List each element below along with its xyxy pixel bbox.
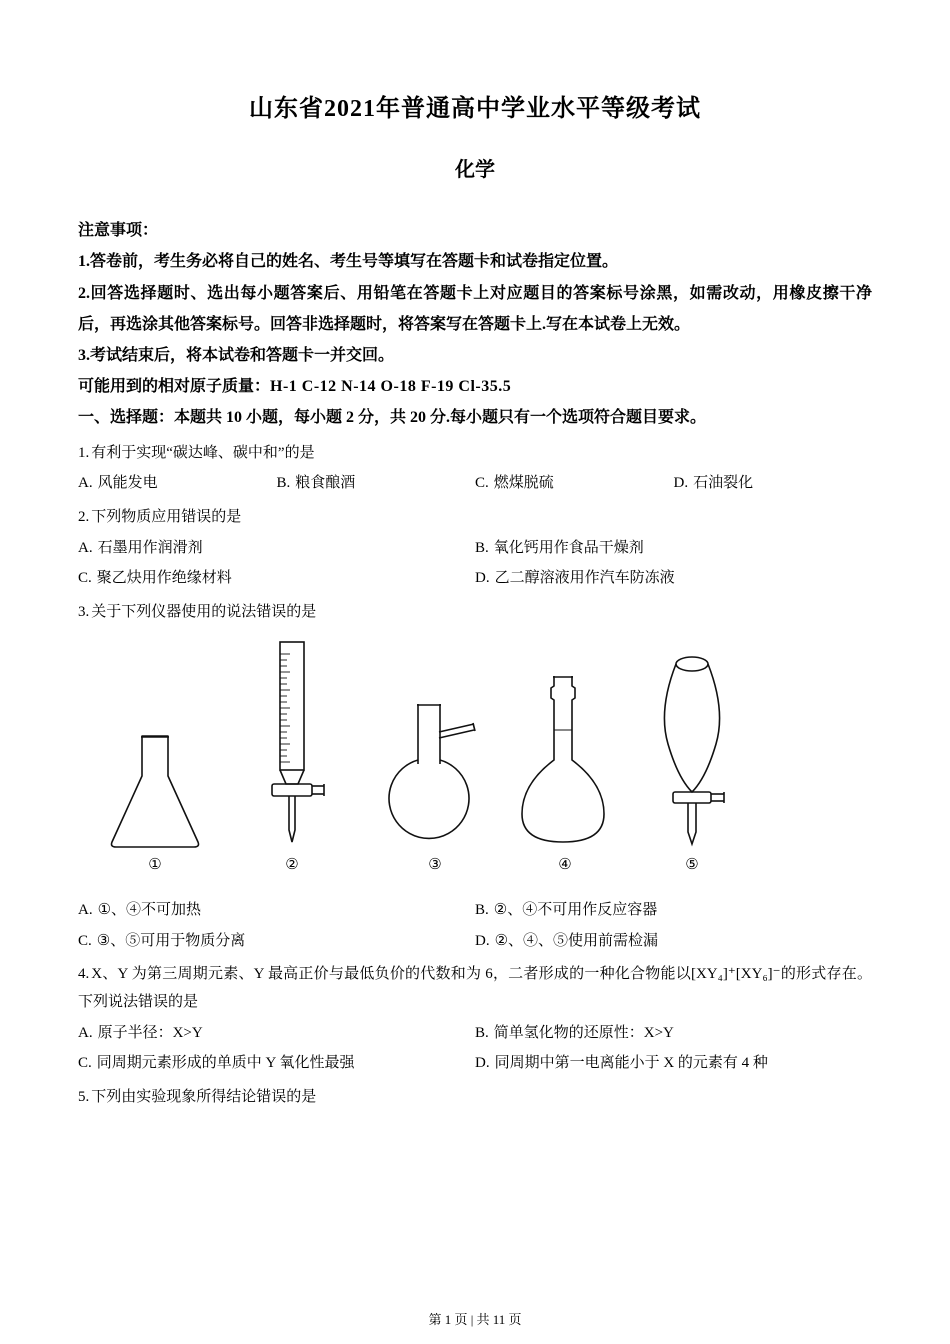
- question-4-text: X、Y 为第三周期元素、Y 最高正价与最低负价的代数和为 6，二者形成的一种化合物能以[XY₄]⁺[XY₆]⁻的形式存在。下列说法错误的是: [78, 966, 872, 1011]
- question-5-number: 5.: [78, 1088, 90, 1105]
- erlenmeyer-flask-figure: [100, 730, 210, 855]
- option-1-B[interactable]: B. 粮食酿酒: [276, 475, 356, 492]
- option-4-D[interactable]: D. 同周期中第一电离能小于 X 的元素有 4 种: [475, 1055, 768, 1072]
- option-1-D[interactable]: D. 石油裂化: [673, 475, 754, 492]
- subject-title: 化学: [455, 159, 495, 181]
- question-3-text: 关于下列仪器使用的说法错误的是: [91, 603, 317, 620]
- option-1-C[interactable]: C. 燃煤脱硫: [475, 475, 554, 492]
- question-1-number: 1.: [78, 444, 90, 461]
- question-3-options-row-2: [78, 927, 872, 956]
- question-1-text: 有利于实现“碳达峰、碳中和”的是: [91, 444, 315, 461]
- section-heading: 一、选择题：本题共 10 小题，每小题 2 分，共 20 分.每小题只有一个选项符合题目要求。: [78, 409, 707, 427]
- question-2-number: 2.: [78, 508, 90, 525]
- distilling-flask-figure: [378, 698, 496, 855]
- question-2-options-row-1: [78, 534, 872, 563]
- erlenmeyer-flask-icon: [100, 730, 210, 850]
- volumetric-flask-figure: [510, 672, 620, 855]
- atomic-mass-line: [78, 371, 872, 402]
- notice-heading: 注意事项：: [78, 222, 159, 239]
- separating-funnel-icon: [640, 652, 744, 850]
- distilling-flask-icon: [378, 698, 496, 850]
- option-3-C[interactable]: C. ③、⑤可用于物质分离: [78, 932, 246, 949]
- question-5-stem: [78, 1084, 872, 1112]
- option-2-C[interactable]: C. 聚乙炔用作绝缘材料: [78, 570, 232, 587]
- apparatus-caption-3: ③: [428, 857, 442, 874]
- question-1-stem: [78, 440, 872, 468]
- question-2-text: 下列物质应用错误的是: [91, 508, 242, 525]
- option-1-A[interactable]: A. 风能发电: [78, 475, 158, 492]
- apparatus-captions: [78, 855, 872, 881]
- burette-icon: [246, 638, 338, 850]
- apparatus-caption-4: ④: [558, 857, 572, 874]
- separating-funnel-figure: [640, 652, 744, 855]
- question-2-options-row-2: [78, 564, 872, 593]
- question-4-stem: [78, 961, 872, 1017]
- notice-item-3: 3.考试结束后，将本试卷和答题卡一并交回。: [78, 346, 395, 364]
- option-3-D[interactable]: D. ②、④、⑤使用前需检漏: [475, 932, 659, 949]
- page-title: 山东省2021年普通高中学业水平等级考试: [249, 96, 701, 122]
- option-2-A[interactable]: A. 石墨用作润滑剂: [78, 539, 203, 556]
- question-2-stem: [78, 504, 872, 532]
- option-4-A[interactable]: A. 原子半径：X>Y: [78, 1024, 203, 1041]
- option-3-B[interactable]: B. ②、④不可用作反应容器: [475, 902, 658, 919]
- question-3-options-row-1: [78, 896, 872, 925]
- apparatus-caption-2: ②: [285, 857, 299, 874]
- question-4-number: 4.: [78, 966, 90, 983]
- volumetric-flask-icon: [510, 672, 620, 850]
- burette-figure: [246, 638, 338, 855]
- notice-item-2: 2.回答选择题时、选出每小题答案后、用铅笔在答题卡上对应题目的答案标号涂黑，如需改动，用橡皮擦干净后，再选涂其他答案标号。回答非选择题时，将答案写在答题卡上.写在本试卷上无效。: [78, 284, 872, 333]
- notice-item-1: 1.答卷前，考生务必将自己的姓名、考生号等填写在答题卡和试卷指定位置。: [78, 253, 619, 271]
- question-1-options: [78, 469, 872, 498]
- option-2-B[interactable]: B. 氧化钙用作食品干燥剂: [475, 539, 644, 556]
- question-4-options-row-1: [78, 1019, 872, 1048]
- apparatus-caption-1: ①: [148, 857, 162, 874]
- question-4-options-row-2: [78, 1049, 872, 1078]
- option-4-C[interactable]: C. 同周期元素形成的单质中 Y 氧化性最强: [78, 1055, 355, 1072]
- atomic-mass-label: 可能用到的相对原子质量：: [78, 378, 271, 396]
- option-3-A[interactable]: A. ①、④不可加热: [78, 902, 202, 919]
- page-footer: 第 1 页 | 共 11 页: [428, 1312, 522, 1327]
- question-5-text: 下列由实验现象所得结论错误的是: [91, 1088, 317, 1105]
- question-3-stem: [78, 599, 872, 627]
- atomic-mass-values: H-1 C-12 N-14 O-18 F-19 Cl-35.5: [270, 378, 512, 396]
- question-3-number: 3.: [78, 603, 90, 620]
- apparatus-row: [78, 640, 872, 855]
- apparatus-caption-5: ⑤: [685, 857, 699, 874]
- option-2-D[interactable]: D. 乙二醇溶液用作汽车防冻液: [475, 570, 675, 587]
- option-4-B[interactable]: B. 简单氢化物的还原性：X>Y: [475, 1024, 674, 1041]
- question-3-figure: [78, 640, 872, 890]
